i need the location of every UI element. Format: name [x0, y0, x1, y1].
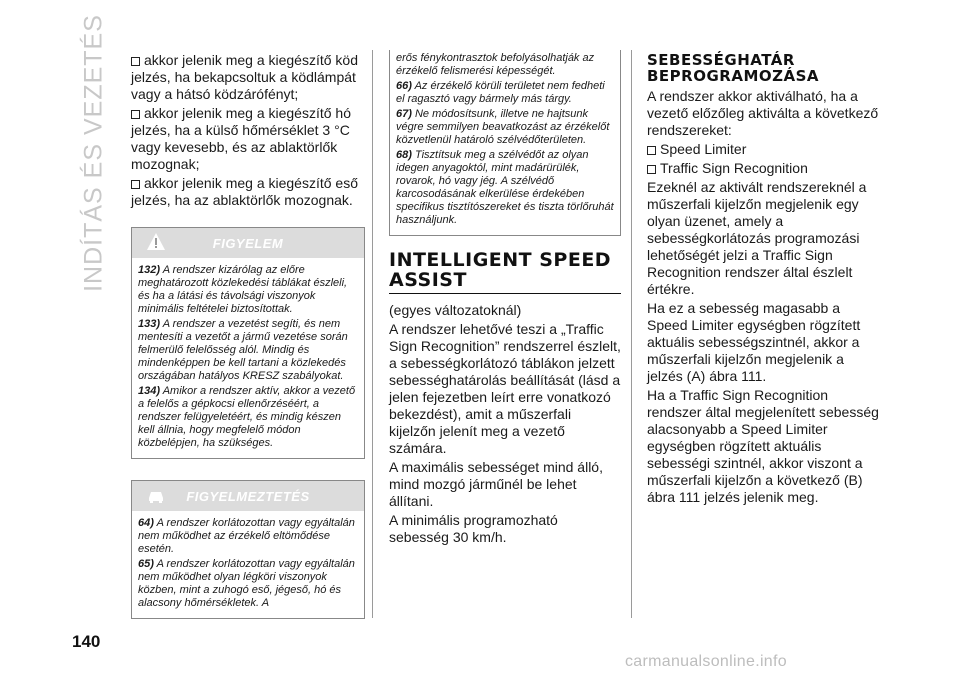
bullet-rain [131, 175, 365, 209]
note-text: A rendszer korlátozottan vagy egyáltalán nem működhet az érzékelő eltömődése esetén. [138, 517, 355, 555]
bullet-text: akkor jelenik meg a kiegészítő köd jelzés, ha bekapcsoltuk a ködlámpát vagy a hátsó ködzárófényt; [131, 52, 358, 102]
paragraph: A minimális programozható sebesség 30 km/h. [389, 512, 558, 545]
heading-line: SEBESSÉGHATÁR [647, 51, 795, 69]
column-2 [389, 54, 621, 548]
checkbox-bullet-icon [131, 57, 140, 66]
note-number: 132) [138, 264, 161, 276]
paragraph: A maximális sebességet mind álló, mind mozgó járműnél be lehet állítani. [389, 459, 603, 509]
note-text: Amikor a rendszer aktív, akkor a vezető a felelős a gépkocsi ellenőrzéséért, a rendszer felügyeletéért, és mindig készen kell állnia, hogy megfelelő módon közbelépjen, ha szükséges. [138, 385, 356, 449]
note-number: 64) [138, 517, 154, 529]
warning-box-figyelmeztetes [131, 480, 365, 619]
section-heading-speed-limit [647, 52, 883, 84]
warning-title: FIGYELMEZTETÉS [186, 489, 310, 504]
bullet-snow [131, 105, 365, 173]
note-text: Az érzékelő körüli területet nem fedheti el ragasztó vagy bármely más tárgy. [396, 80, 605, 105]
note-number: 67) [396, 108, 412, 120]
heading-rule [389, 293, 621, 294]
paragraph: A rendszer lehetővé teszi a „Traffic Sign Recognition” rendszerrel észlelt, a sebességkorlátozó táblákon jelzett sebességhatárolás beállítását (lásd a jelen fejezetben leírt erre vonatkozó bekezdést), amit a műszerfali kijelzőn jelenít meg a vezető számára. [389, 321, 621, 456]
column-1 [131, 52, 365, 211]
note-text: Tisztítsuk meg a szélvédőt az olyan idegen anyagoktól, mint madárürülék, rovarok, hó vagy jég. A szélvédő karcosodásának elkerülése érdekében specifikus tisztítószereket és tiszta törlőruhát használjunk. [396, 149, 614, 226]
note-number: 68) [396, 149, 412, 161]
heading-line: ASSIST [389, 269, 467, 291]
bullet-speed-limiter [647, 141, 883, 158]
warning-header [132, 481, 364, 511]
bullet-text: Speed Limiter [660, 141, 747, 157]
bullet-text: akkor jelenik meg a kiegészítő eső jelzés, ha az ablaktörlők mozognak. [131, 175, 358, 208]
bullet-traffic-sign [647, 160, 883, 177]
warning-continuation [396, 52, 614, 227]
section-heading-isa [389, 250, 621, 290]
column-3 [647, 52, 883, 508]
checkbox-bullet-icon [647, 146, 656, 155]
watermark: carmanualsonline.info [625, 653, 787, 670]
heading-line: INTELLIGENT SPEED [389, 249, 612, 271]
note-number: 133) [138, 318, 161, 330]
note-number: 65) [138, 558, 154, 570]
warning-title: FIGYELEM [212, 236, 284, 251]
note-text: erős fénykontrasztok befolyásolhatják az érzékelő felismerési képességét. [396, 52, 595, 77]
paragraph: Ezeknél az aktivált rendszereknél a műszerfali kijelzőn megjelenik egy olyan üzenet, amely a sebességkorlátozás programozási lehetőségét jelzi a Traffic Sign Recognition rendszer által észlelt értékre. [647, 179, 867, 297]
note-text: A rendszer a vezetést segíti, és nem mentesíti a vezetőt a jármű vezetése során felmerülő felelősség alól. Mindig és mindenképpen be kell tartani a közlekedés országában hatályos KRESZ szabályokat. [138, 318, 348, 382]
page-number: 140 [72, 632, 101, 651]
bullet-text: Traffic Sign Recognition [660, 160, 808, 176]
checkbox-bullet-icon [131, 180, 140, 189]
warning-body [132, 511, 364, 618]
paragraph: Ha a Traffic Sign Recognition rendszer által megjelenített sebesség alacsonyabb a Speed Limiter egységben rögzített aktuális sebességi szintnél, akkor viszont a műszerfali kijelzőn a következő (B) ábra 111 jelzés jelenik meg. [647, 387, 879, 505]
checkbox-bullet-icon [647, 165, 656, 174]
paragraph: A rendszer akkor aktiválható, ha a vezető előzőleg aktiválta a következő rendszereket: [647, 88, 879, 138]
column-divider-2 [631, 50, 632, 618]
note-text: A rendszer kizárólag az előre meghatározott közlekedési táblákat észleli, és ha a látási és távolsági viszonyok minimális feltételei biztosítottak. [138, 264, 348, 315]
bullet-text: akkor jelenik meg a kiegészítő hó jelzés, ha a külső hőmérséklet 3 °C vagy kevesebb, és az ablaktörlők mozognak; [131, 105, 351, 172]
warning-body [132, 258, 364, 458]
note-text: Ne módosítsunk, illetve ne hajtsunk végre semmilyen beavatkozást az érzékelőt közvetlenül határoló szélvédőterületen. [396, 108, 610, 146]
chapter-title-text: INDÍTÁS ÉS VEZETÉS [79, 13, 108, 292]
warning-box-figyelem [131, 227, 365, 459]
note-number: 134) [138, 385, 161, 397]
checkbox-bullet-icon [131, 110, 140, 119]
note-number: 66) [396, 80, 412, 92]
chapter-side-title [77, 13, 111, 292]
warning-continuation-box [389, 50, 621, 236]
note-text: A rendszer korlátozottan vagy egyáltalán nem működhet olyan légköri viszonyok közben, mint a zuhogó eső, jégeső, hó és alacsony hőmérsékletek. A [138, 558, 355, 609]
column-divider-1 [372, 50, 373, 618]
warning-header [132, 228, 364, 258]
paragraph: (egyes változatoknál) [389, 302, 522, 318]
heading-line: BEPROGRAMOZÁSA [647, 67, 820, 85]
bullet-fog [131, 52, 365, 103]
paragraph: Ha ez a sebesség magasabb a Speed Limiter egységben rögzített aktuális sebességszintnél, akkor a műszerfali kijelzőn megjelenik a jelzés (A) ábra 111. [647, 300, 861, 384]
